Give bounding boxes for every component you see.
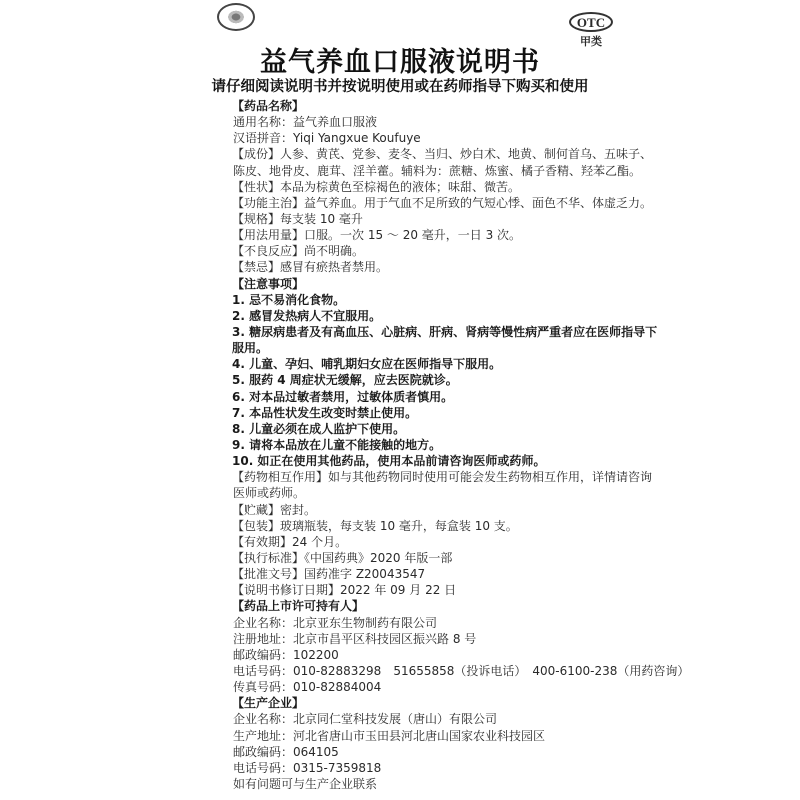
text-line: 生产地址：河北省唐山市玉田县河北唐山国家农业科技园区 xyxy=(233,728,546,743)
text-line: 注册地址：北京市昌平区科技园区振兴路 8 号 xyxy=(233,631,477,646)
precaution-item: 1. 忌不易消化食物。 xyxy=(232,292,346,307)
section-dosage: 【用法用量】口服。一次 15 ～ 20 毫升，一日 3 次。 xyxy=(232,228,522,243)
section-revision-date: 【说明书修订日期】2022 年 09 月 22 日 xyxy=(232,583,457,598)
section-properties: 【性状】本品为棕黄色至棕褐色的液体；味甜、微苦。 xyxy=(232,179,521,194)
section-drug-name: 【药品名称】 xyxy=(232,99,305,113)
section-license-holder: 【药品上市许可持有人】 xyxy=(232,599,365,614)
section-adverse-reactions: 【不良反应】尚不明确。 xyxy=(232,244,365,259)
precaution-item: 10. 如正在使用其他药品，使用本品前请咨询医师或药师。 xyxy=(232,454,546,469)
precaution-item: 6. 对本品过敏者禁用，过敏体质者慎用。 xyxy=(232,389,454,404)
text-line: 企业名称：北京亚东生物制药有限公司 xyxy=(233,615,438,630)
section-contraindications: 【禁忌】感冒有瘀热者禁用。 xyxy=(232,260,389,275)
text-line: 邮政编码：064105 xyxy=(233,744,339,759)
section-shelf-life: 【有效期】24 个月。 xyxy=(232,534,348,549)
section-storage: 【贮藏】密封。 xyxy=(232,502,317,517)
text-line: 陈皮、地骨皮、鹿茸、淫羊藿。辅料为：蔗糖、炼蜜、橘子香精、羟苯乙酯。 xyxy=(233,163,642,178)
text-line: 汉语拼音：Yiqi Yangxue Koufuye xyxy=(233,131,421,146)
precaution-item: 8. 儿童必须在成人监护下使用。 xyxy=(232,421,406,436)
text-line: 通用名称：益气养血口服液 xyxy=(233,115,378,130)
section-approval-number: 【批准文号】国药准字 Z20043547 xyxy=(232,567,426,582)
text-line: 如有问题可与生产企业联系 xyxy=(233,777,378,791)
page-title: 益气养血口服液说明书 xyxy=(260,47,540,78)
precaution-item: 3. 糖尿病患者及有高血压、心脏病、肝病、肾病等慢性病严重者应在医师指导下 xyxy=(232,325,658,339)
otc-class-label: 甲类 xyxy=(580,35,602,48)
page-subtitle: 请仔细阅读说明书并按说明使用或在药师指导下购买和使用 xyxy=(211,79,589,95)
text-line: 邮政编码：102200 xyxy=(233,647,339,662)
text-line: 医师或药师。 xyxy=(233,486,306,501)
section-standard: 【执行标准】《中国药典》2020 年版一部 xyxy=(232,551,453,565)
precaution-item: 7. 本品性状发生改变时禁止使用。 xyxy=(232,405,418,420)
text-line: 电话号码：010-82883298 51655858（投诉电话） 400-6100-238（用药咨询） xyxy=(233,664,690,678)
section-specification: 【规格】每支装 10 毫升 xyxy=(232,212,363,226)
text-line: 企业名称：北京同仁堂科技发展（唐山）有限公司 xyxy=(233,712,498,727)
section-interactions: 【药物相互作用】如与其他药物同时使用可能会发生药物相互作用，详情请咨询 xyxy=(232,470,653,485)
otc-badge: OTC xyxy=(569,12,613,32)
precaution-item-continued: 服用。 xyxy=(232,341,269,356)
text-line: 电话号码：0315-7359818 xyxy=(233,760,382,775)
section-precautions: 【注意事项】 xyxy=(232,276,305,291)
section-manufacturer: 【生产企业】 xyxy=(232,696,305,711)
section-packaging: 【包装】玻璃瓶装，每支装 10 毫升，每盒装 10 支。 xyxy=(232,518,518,533)
precaution-item: 9. 请将本品放在儿童不能接触的地方。 xyxy=(232,438,442,452)
precaution-item: 4. 儿童、孕妇、哺乳期妇女应在医师指导下服用。 xyxy=(232,357,502,372)
text-line: 传真号码：010-82884004 xyxy=(233,680,382,695)
precaution-item: 5. 服药 4 周症状无缓解，应去医院就诊。 xyxy=(232,373,458,388)
section-ingredients: 【成份】人参、黄芪、党参、麦冬、当归、炒白术、地黄、制何首乌、五味子、 xyxy=(232,147,653,162)
precaution-item: 2. 感冒发热病人不宜服用。 xyxy=(232,308,382,323)
section-indications: 【功能主治】益气养血。用于气血不足所致的气短心悸、面色不华、体虚乏力。 xyxy=(232,195,653,210)
